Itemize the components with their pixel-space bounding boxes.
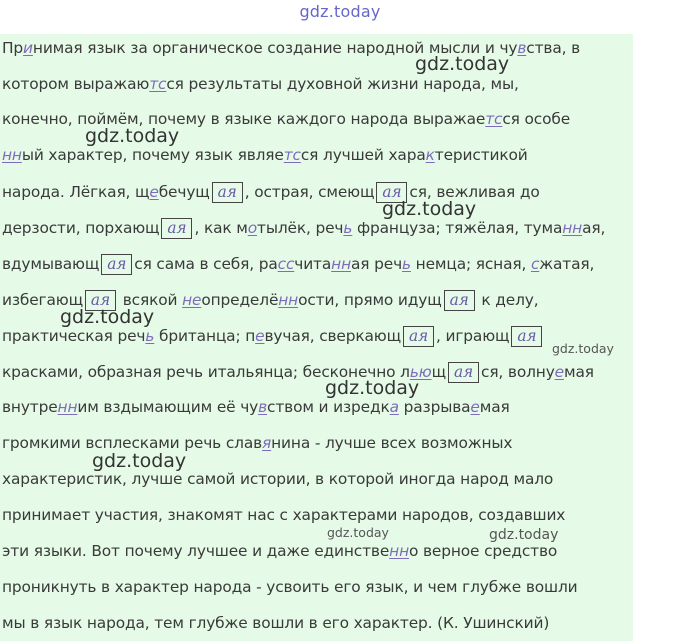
text-segment: , играющ — [436, 327, 510, 345]
highlighted-letter: в — [517, 39, 527, 57]
ending-box: ая — [85, 290, 116, 311]
text-segment: практическая реч — [2, 327, 146, 345]
watermark: gdz.today — [92, 450, 187, 472]
highlighted-letter: нн — [562, 219, 583, 237]
highlighted-letter: сс — [277, 255, 295, 273]
text-segment: ства, в — [526, 39, 581, 57]
text-segment: ся лучшей хара — [300, 146, 426, 164]
highlighted-letter: к — [425, 146, 435, 164]
watermark: gdz.today — [85, 125, 180, 147]
text-segment: вдумывающ — [2, 255, 100, 273]
highlighted-letter: ь — [402, 255, 411, 273]
text-segment: характеристик, лучше самой истории, в которой иногда народ мало — [2, 470, 554, 488]
text-segment: бечущ — [158, 183, 210, 201]
text-segment: народа. Лёгкая, щ — [2, 183, 150, 201]
highlighted-letter: е — [149, 183, 159, 201]
text-line-2 — [2, 75, 519, 93]
ending-box: ая — [448, 362, 479, 383]
text-segment: проникнуть в характер народа - усвоить его язык, и чем глубже вошли — [2, 578, 578, 596]
text-segment: мая — [479, 398, 510, 416]
highlighted-letter: нн — [278, 291, 299, 309]
text-segment: громкими всплесками речь слав — [2, 434, 263, 452]
text-line-11 — [2, 398, 510, 416]
text-line-4 — [2, 146, 528, 164]
highlighted-letter: и — [23, 39, 33, 57]
text-line-15 — [2, 542, 557, 560]
text-line-14 — [2, 506, 565, 524]
text-segment: щ — [431, 363, 446, 381]
ending-box: ая — [511, 326, 542, 347]
text-segment: ся сама в себя, ра — [134, 255, 278, 273]
highlighted-letter: я — [262, 434, 272, 452]
ending-box: ая — [403, 326, 434, 347]
text-segment: ая реч — [351, 255, 403, 273]
text-segment: жатая, — [539, 255, 595, 273]
watermark: gdz.today — [60, 306, 155, 328]
text-segment: определё — [201, 291, 279, 309]
highlighted-letter: нн — [57, 398, 78, 416]
text-segment: дерзости, порхающ — [2, 219, 160, 237]
text-segment: красками, образная речь итальянца; бесконечно л — [2, 363, 410, 381]
ending-box: ая — [161, 218, 192, 239]
highlighted-letter: нн — [331, 255, 351, 273]
highlighted-letter: не — [182, 291, 202, 309]
text-segment: нимая язык за органическое создание народной мысли и чу — [32, 39, 518, 57]
text-segment: всякой — [118, 291, 183, 309]
highlighted-letter: с — [530, 255, 540, 273]
highlighted-letter: о — [247, 219, 258, 237]
highlighted-letter: тс — [485, 110, 503, 128]
highlighted-letter: е — [255, 327, 265, 345]
text-segment: принимает участия, знакомят нас с характерами народов, создавших — [2, 506, 566, 524]
highlighted-letter: в — [258, 398, 268, 416]
text-segment: разрыва — [398, 398, 471, 416]
text-segment: ости, прямо идущ — [298, 291, 442, 309]
text-segment: ая, — [582, 219, 606, 237]
highlighted-letter: нн — [389, 542, 409, 560]
text-segment: ся особе — [502, 110, 571, 128]
text-segment: немца; ясная, — [410, 255, 531, 273]
text-segment: теристикой — [434, 146, 528, 164]
text-segment: Пр — [2, 39, 24, 57]
text-segment: эти языки. Вот почему лучшее и даже единстве — [2, 542, 390, 560]
highlighted-letter: тс — [149, 75, 167, 93]
highlighted-letter: е — [470, 398, 480, 416]
text-line-13 — [2, 470, 553, 488]
text-segment: чита — [294, 255, 332, 273]
highlighted-letter: ь — [343, 219, 353, 237]
ending-box: ая — [101, 254, 132, 275]
watermark: gdz.today — [327, 525, 389, 540]
ending-box: ая — [212, 182, 243, 203]
text-segment: избегающ — [2, 291, 83, 309]
text-segment: им вздымающим её чу — [77, 398, 259, 416]
text-segment: ством и изредк — [267, 398, 390, 416]
text-segment: к делу, — [476, 291, 539, 309]
text-segment: , как м — [194, 219, 248, 237]
text-segment: , острая, смеющ — [244, 183, 375, 201]
watermark: gdz.today — [325, 377, 420, 399]
text-segment: вучая, сверкающ — [264, 327, 401, 345]
text-segment: ся, волну — [481, 363, 555, 381]
text-segment: ся, вежливая до — [409, 183, 540, 201]
watermark: gdz.today — [489, 527, 559, 543]
text-segment: британца; п — [154, 327, 256, 345]
text-segment: мая — [564, 363, 594, 381]
text-segment: ся результаты духовной жизни народа, мы, — [166, 75, 519, 93]
highlighted-letter: а — [389, 398, 399, 416]
highlighted-letter: ь — [145, 327, 155, 345]
text-segment: о верное средство — [408, 542, 558, 560]
text-segment: конечно, поймём, почему в языке каждого народа выражае — [2, 110, 486, 128]
ending-box: ая — [444, 290, 475, 311]
watermark: gdz.today — [382, 198, 477, 220]
ending-box: ая — [376, 182, 407, 203]
text-segment: котором выражаю — [2, 75, 150, 93]
watermark: gdz.today — [552, 341, 614, 356]
text-segment: француза; тяжёлая, тума — [352, 219, 563, 237]
text-line-10 — [2, 362, 594, 383]
highlighted-letter: нн — [2, 146, 22, 164]
header-watermark: gdz.today — [299, 2, 381, 21]
highlighted-letter: е — [554, 363, 564, 381]
text-line-16 — [2, 578, 578, 596]
text-segment: мы в язык народа, тем глубже вошли в его характер. (К. Ушинский) — [2, 614, 550, 632]
highlighted-letter: тс — [283, 146, 301, 164]
text-line-6 — [2, 218, 605, 239]
text-segment: тылёк, реч — [257, 219, 344, 237]
text-segment: ый характер, почему язык являе — [21, 146, 284, 164]
text-segment: нина - лучше всех возможных — [271, 434, 513, 452]
text-line-7 — [2, 254, 594, 275]
highlighted-letter: ью — [409, 363, 432, 381]
watermark: gdz.today — [415, 53, 510, 75]
text-line-9 — [2, 326, 544, 347]
text-segment: внутре — [2, 398, 58, 416]
text-line-12 — [2, 434, 512, 452]
text-line-17 — [2, 614, 549, 632]
